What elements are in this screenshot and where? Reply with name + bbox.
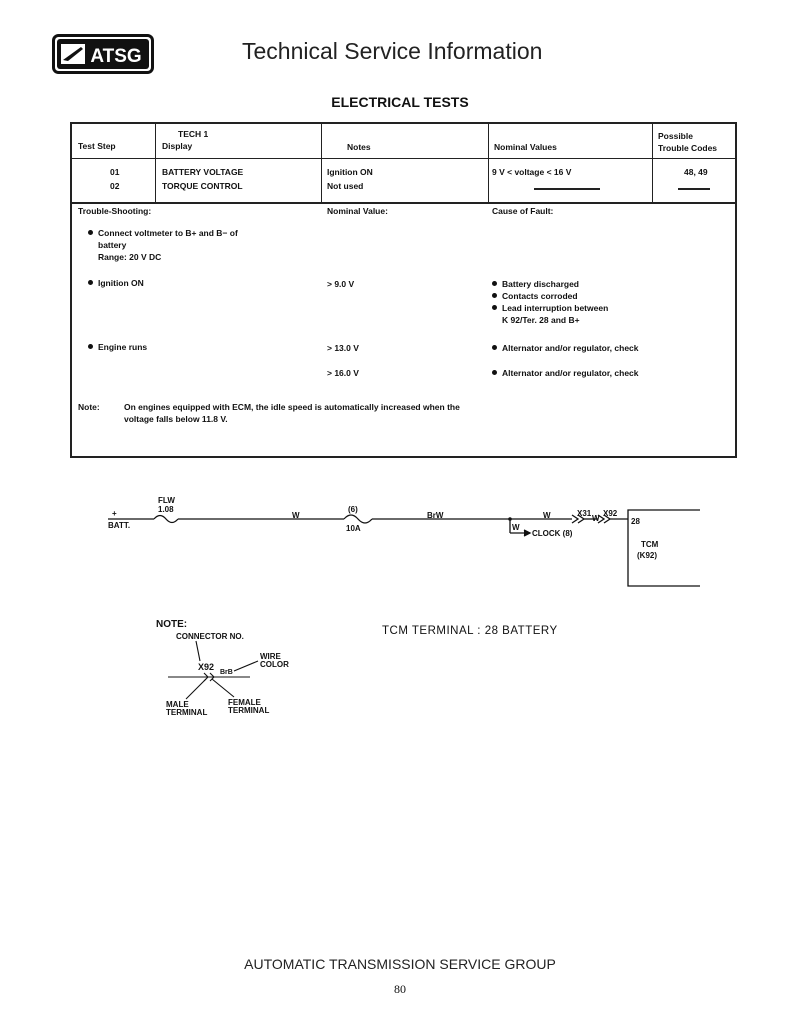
nominal-value-heading: Nominal Value: — [327, 206, 388, 216]
bullet-icon — [88, 230, 93, 235]
male-label: MALE — [166, 700, 189, 709]
note-heading: NOTE: — [156, 619, 188, 630]
cause-item: Battery discharged — [492, 279, 579, 289]
header-display: Display — [162, 141, 193, 151]
female-terminal-label: TERMINAL — [228, 706, 270, 715]
header-tech1: TECH 1 — [178, 129, 209, 139]
tcm-label: TCM — [641, 540, 659, 549]
batt-plus-label: + — [112, 509, 117, 518]
electrical-tests-table — [70, 122, 737, 458]
ignition-value: > 9.0 V — [327, 279, 355, 289]
atsg-logo — [52, 34, 154, 74]
wiring-diagram — [100, 488, 700, 598]
page-title: Technical Service Information — [242, 38, 543, 64]
cause-item: Contacts corroded — [492, 291, 578, 301]
header-test-step: Test Step — [78, 141, 116, 151]
engine-value-2: > 16.0 V — [327, 368, 359, 378]
tcm-terminal-caption: TCM TERMINAL : 28 BATTERY — [382, 625, 558, 637]
row1-step: 01 — [110, 167, 120, 177]
row2-display: TORQUE CONTROL — [162, 181, 243, 191]
bullet-icon — [88, 280, 93, 285]
header-notes: Notes — [347, 142, 371, 152]
row2-codes-dash — [678, 188, 710, 190]
wire-color-w4: W — [592, 514, 600, 523]
note-label: Note: — [78, 402, 100, 412]
bullet-icon — [492, 305, 497, 310]
connect-line2: battery — [98, 240, 127, 250]
connector-no-label: CONNECTOR NO. — [176, 632, 244, 641]
flw-value: 1.08 — [158, 505, 174, 514]
step-connect — [88, 228, 238, 238]
engine-cause-2: Alternator and/or regulator, check — [492, 368, 639, 378]
row2-step: 02 — [110, 181, 120, 191]
cause-lead-cont: K 92/Ter. 28 and B+ — [502, 315, 580, 325]
wire-color-brw: BrW — [427, 511, 444, 520]
bullet-icon — [492, 345, 497, 350]
header-trouble-codes: Trouble Codes — [658, 143, 718, 153]
cause-heading: Cause of Fault: — [492, 206, 554, 216]
tcm-terminal-number: 28 — [631, 517, 640, 526]
male-terminal-label: TERMINAL — [166, 708, 208, 717]
connector-legend-diagram — [150, 615, 310, 725]
wire-color-w1: W — [292, 511, 300, 520]
row1-codes: 48, 49 — [684, 167, 708, 177]
fuse-number: (6) — [348, 505, 358, 514]
row2-notes: Not used — [327, 181, 364, 191]
step-ignition-on: Ignition ON — [88, 278, 144, 288]
cause-item: Lead interruption between — [492, 303, 608, 313]
header-nominal-values: Nominal Values — [494, 142, 557, 152]
section-heading: ELECTRICAL TESTS — [331, 94, 469, 110]
fuse-amperage: 10A — [346, 524, 361, 533]
note-line-2: voltage falls below 11.8 V. — [124, 414, 228, 424]
wire-color-w3: W — [512, 523, 520, 532]
page-number: 80 — [394, 982, 406, 996]
troubleshooting-heading: Trouble-Shooting: — [78, 206, 152, 216]
row1-display: BATTERY VOLTAGE — [162, 167, 244, 177]
flw-label: FLW — [158, 496, 175, 505]
engine-cause-1: Alternator and/or regulator, check — [492, 343, 639, 353]
clock-label: CLOCK (8) — [532, 529, 573, 538]
note-line-1: On engines equipped with ECM, the idle speed is automatically increased when the — [124, 402, 460, 412]
tcm-k92-label: (K92) — [637, 551, 658, 560]
wire-label: WIRE — [260, 652, 281, 661]
female-label: FEMALE — [228, 698, 261, 707]
batt-label: BATT. — [108, 521, 131, 530]
bullet-icon — [492, 293, 497, 298]
connector-x92: X92 — [603, 509, 618, 518]
range-text: Range: 20 V DC — [98, 252, 162, 262]
junction-dot — [508, 517, 512, 521]
bullet-icon — [492, 281, 497, 286]
engine-value-1: > 13.0 V — [327, 343, 359, 353]
row1-notes: Ignition ON — [327, 167, 373, 177]
step-engine-runs: Engine runs — [88, 342, 147, 352]
row2-nominal-dash — [534, 188, 600, 190]
wire-color-w2: W — [543, 511, 551, 520]
x92-label: X92 — [198, 662, 215, 672]
bullet-icon — [88, 344, 93, 349]
logo-text: ATSG — [90, 46, 142, 67]
color-label: COLOR — [260, 660, 289, 669]
footer-text: AUTOMATIC TRANSMISSION SERVICE GROUP — [244, 956, 556, 972]
bullet-icon — [492, 370, 497, 375]
connector-x31: X31 — [577, 509, 592, 518]
brb-label: BrB — [220, 669, 233, 676]
header-possible: Possible — [658, 131, 693, 141]
row1-nominal: 9 V < voltage < 16 V — [492, 167, 572, 177]
connect-text: Connect voltmeter to B+ and B− of — [98, 228, 238, 238]
